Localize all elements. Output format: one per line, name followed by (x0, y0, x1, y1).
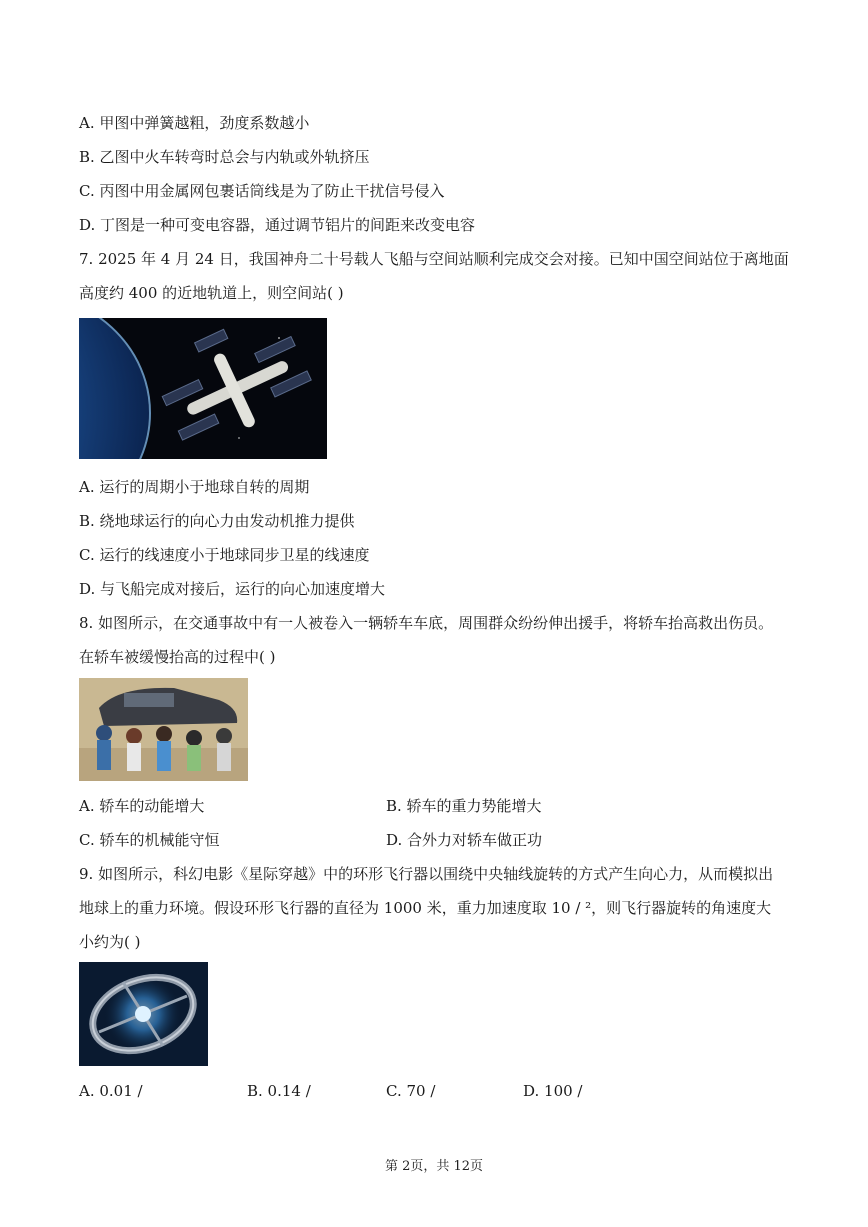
q8-option-a: A. 轿车的动能增大 (79, 797, 205, 815)
q9-option-d: D. 100 / (523, 1082, 583, 1100)
q8-option-d: D. 合外力对轿车做正功 (386, 831, 543, 849)
q8-option-b: B. 轿车的重力势能增大 (386, 797, 542, 815)
q9-option-a: A. 0.01 / (79, 1082, 143, 1100)
q7-option-d: D. 与飞船完成对接后，运行的向心加速度增大 (79, 580, 386, 598)
q9-option-c: C. 70 / (386, 1082, 436, 1100)
page-footer: 第 2页，共 12页 (384, 1159, 484, 1174)
q9-stem-line-2: 地球上的重力环境。假设环形飞行器的直径为 1000 米，重力加速度取 10 / ²，则飞行器旋转的角速度大 (79, 899, 772, 917)
q6-option-b: B. 乙图中火车转弯时总会与内轨或外轨挤压 (79, 148, 370, 166)
q9-stem-line-3: 小约为( ) (79, 933, 141, 951)
q7-option-a: A. 运行的周期小于地球自转的周期 (79, 478, 310, 496)
space-station-image (79, 318, 327, 459)
q9-option-b: B. 0.14 / (247, 1082, 311, 1100)
ring-spacecraft-image (79, 962, 208, 1066)
q9-stem-line-1: 9. 如图所示，科幻电影《星际穿越》中的环形飞行器以围绕中央轴线旋转的方式产生向心力，从而模拟出 (79, 865, 774, 883)
q6-option-c: C. 丙图中用金属网包裹话筒线是为了防止干扰信号侵入 (79, 182, 445, 200)
q7-option-b: B. 绕地球运行的向心力由发动机推力提供 (79, 512, 355, 530)
q7-option-c: C. 运行的线速度小于地球同步卫星的线速度 (79, 546, 370, 564)
car-lift-image (79, 678, 248, 781)
q8-stem-line-1: 8. 如图所示，在交通事故中有一人被卷入一辆轿车车底，周围群众纷纷伸出援手，将轿车抬高救出伤员。 (79, 614, 774, 632)
q8-option-c: C. 轿车的机械能守恒 (79, 831, 220, 849)
q8-stem-line-2: 在轿车被缓慢抬高的过程中( ) (79, 648, 276, 666)
q6-option-d: D. 丁图是一种可变电容器，通过调节铝片的间距来改变电容 (79, 216, 476, 234)
q7-stem-line-2: 高度约 400 的近地轨道上，则空间站( ) (79, 284, 344, 302)
q7-stem-line-1: 7. 2025 年 4 月 24 日，我国神舟二十号载人飞船与空间站顺利完成交会对接。已知中国空间站位于离地面 (79, 250, 789, 268)
q6-option-a: A. 甲图中弹簧越粗，劲度系数越小 (79, 114, 310, 132)
